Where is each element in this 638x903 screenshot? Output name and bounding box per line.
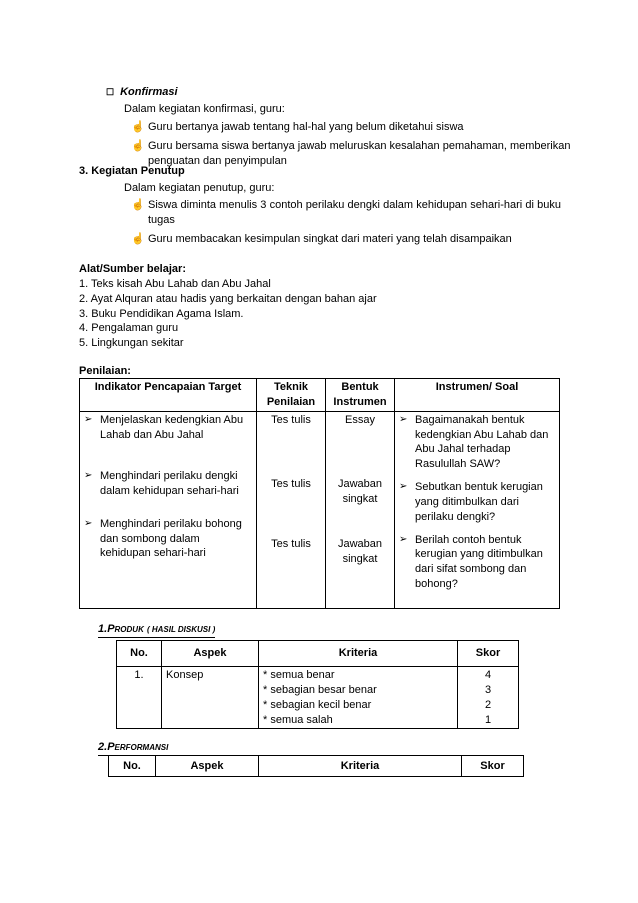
checkbox-icon: ☐ [106,87,115,97]
list-item: ➢ Menghindari perilaku bohong dan sombong dalam kehidupan sehari-hari [84,517,242,560]
header-indikator: Indikator Pencapaian Target [80,379,257,412]
penilaian-table [79,378,560,609]
header-kriteria: Kriteria [259,756,462,777]
konfirmasi-list [131,120,571,169]
alat-section [79,262,377,351]
bentuk-cell: Essay Jawaban singkat Jawaban singkat [326,411,395,608]
header-aspek: Aspek [156,756,259,777]
list-item: 4. Pengalaman guru [79,322,179,335]
kriteria-cell: * semua benar * sebagian besar benar * sebagian kecil benar * semua salah [259,667,458,729]
list-item: ☝ Guru membacakan kesimpulan singkat dari materi yang telah disampaikan [131,232,512,245]
konfirmasi-section [106,85,178,100]
hand-pointer-icon: ☝ [131,121,145,133]
penutup-title: 3. Kegiatan Penutup [79,165,185,177]
list-item: ☝ Guru bersama siswa bertanya jawab meluruskan kesalahan pemahaman, memberikan penguatan dan penyimpulan [131,139,571,167]
header-aspek: Aspek [162,641,259,667]
list-item: ➢ Sebutkan bentuk kerugian yang ditimbulkan dari perilaku dengki? [399,481,543,523]
indikator-cell [80,411,257,608]
hand-pointer-icon: ☝ [131,139,145,152]
list-item: ☝ Siswa diminta menulis 3 contoh perilaku dengki dalam kehidupan sehari-hari di buku tugas [131,199,561,226]
header-bentuk: Bentuk Instrumen [326,379,395,412]
produk-table [116,640,519,729]
list-item: ➢ Menjelaskan kedengkian Abu Lahab dan Abu Jahal [84,413,244,441]
hand-pointer-icon: ☝ [131,199,145,211]
teknik-cell: Tes tulis Tes tulis Tes tulis [257,411,326,608]
penutup-list [131,198,561,247]
konfirmasi-intro: Dalam kegiatan konfirmasi, guru: [124,103,285,115]
list-item: ➢ Bagaimanakah bentuk kedengkian Abu Lahab dan Abu Jahal terhadap Rasulullah SAW? [399,413,549,471]
produk-title: 1.PRODUK ( HASIL DISKUSI ) [98,622,215,638]
arrow-bullet-icon: ➢ [84,413,93,425]
list-item: 3. Buku Pendidikan Agama Islam. [79,307,244,320]
arrow-bullet-icon: ➢ [399,413,408,425]
performansi-table [108,755,524,777]
header-skor: Skor [462,756,524,777]
konfirmasi-title: Konfirmasi [120,86,178,98]
skor-cell: 4 3 2 1 [458,667,519,729]
alat-title: Alat/Sumber belajar: [79,263,186,275]
penilaian-title: Penilaian: [79,365,131,377]
table-row: 1. Konsep * semua benar * sebagian besar benar * sebagian kecil benar * semua salah 4 3 2 1 [117,667,519,729]
arrow-bullet-icon: ➢ [399,533,408,545]
arrow-bullet-icon: ➢ [399,481,408,493]
header-teknik: Teknik Penilaian [257,379,326,412]
header-soal: Instrumen/ Soal [395,379,560,412]
list-item: ➢ Berilah contoh bentuk kerugian yang ditimbulkan dari sifat sombong dan bohong? [399,533,543,591]
header-no: No. [109,756,156,777]
header-kriteria: Kriteria [259,641,458,667]
arrow-bullet-icon: ➢ [84,517,93,529]
hand-pointer-icon: ☝ [131,232,145,245]
penutup-intro: Dalam kegiatan penutup, guru: [124,182,275,194]
list-item: 5. Lingkungan sekitar [79,337,184,350]
performansi-title: 2.PERFORMANSI [98,740,168,756]
list-item: 1. Teks kisah Abu Lahab dan Abu Jahal [79,277,271,290]
soal-cell [395,411,560,608]
header-no: No. [117,641,162,667]
list-item: ☝ Guru bertanya jawab tentang hal-hal yang belum diketahui siswa [131,121,464,133]
header-skor: Skor [458,641,519,667]
list-item: ➢ Menghindari perilaku dengki dalam kehidupan sehari-hari [84,469,239,497]
list-item: 2. Ayat Alquran atau hadis yang berkaitan dengan bahan ajar [79,292,377,305]
arrow-bullet-icon: ➢ [84,469,93,481]
